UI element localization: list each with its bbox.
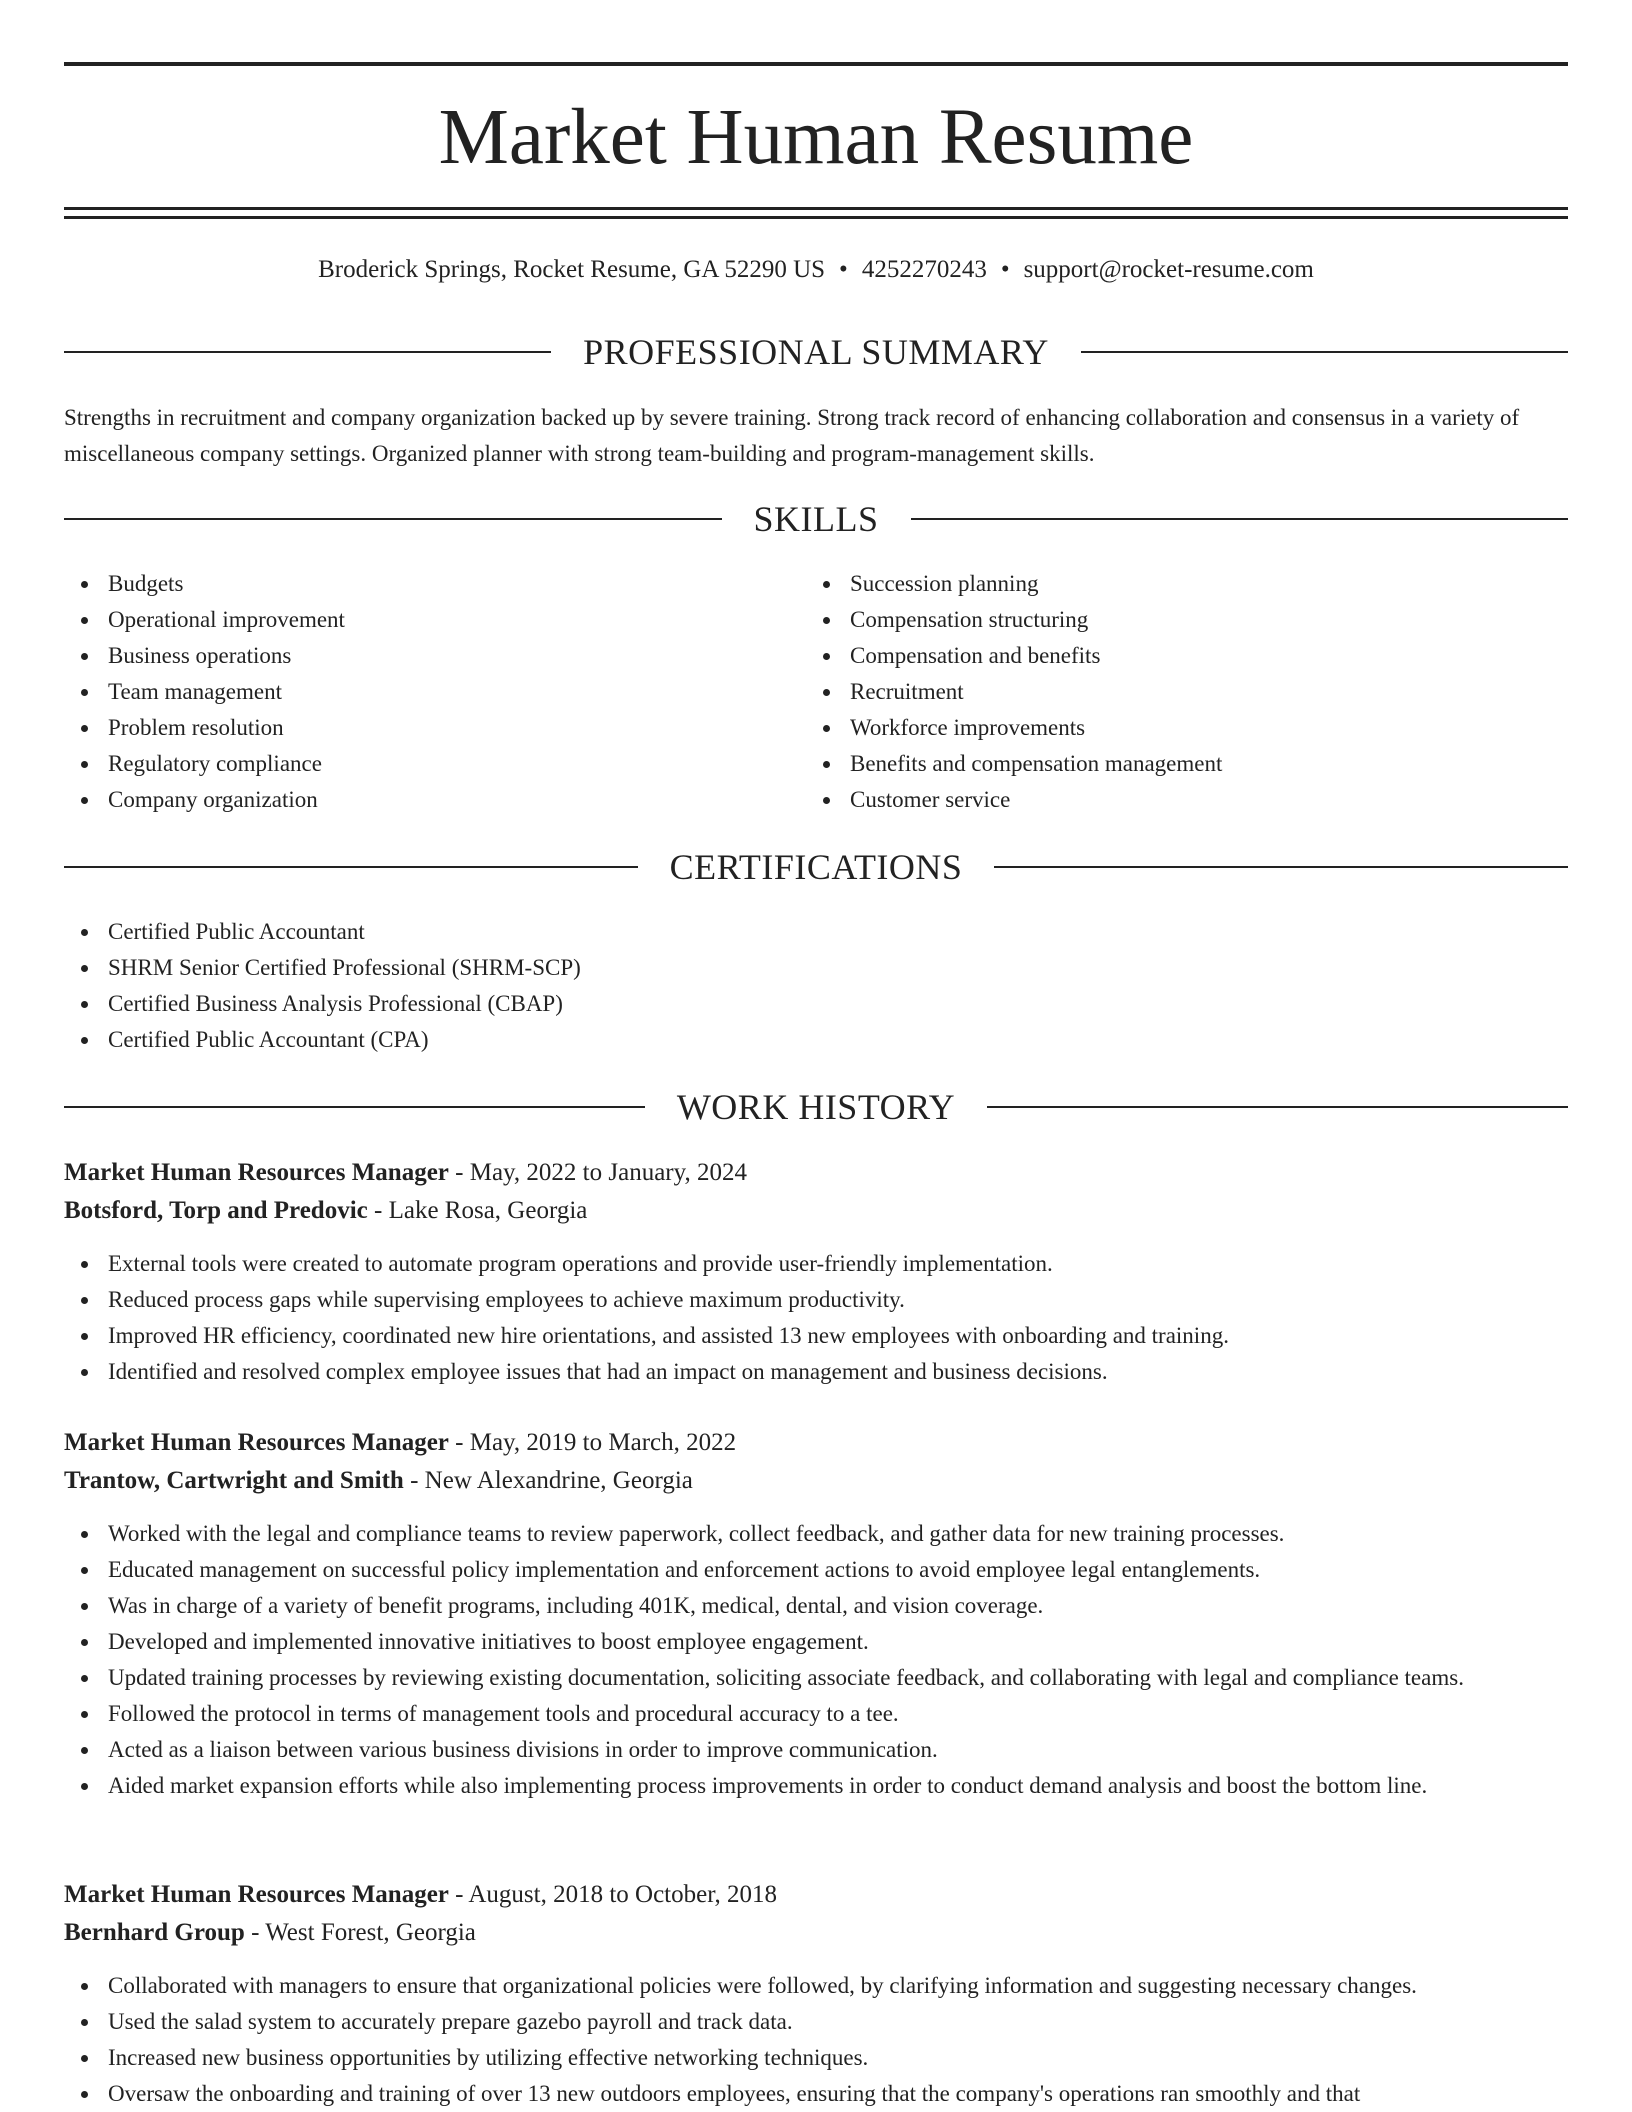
job-bullet: Increased new business opportunities by utilizing effective networking techniques. bbox=[64, 2040, 1568, 2076]
job-company: Botsford, Torp and Predovic bbox=[64, 1197, 368, 1224]
skills-list-right bbox=[806, 566, 1566, 818]
heading-rule bbox=[64, 866, 638, 868]
job-title: Market Human Resources Manager bbox=[64, 1159, 449, 1186]
job-location: - West Forest, Georgia bbox=[244, 1919, 476, 1946]
skill-item: Budgets bbox=[64, 566, 804, 602]
section-heading-certifications bbox=[64, 845, 1568, 889]
job-bullet: Updated training processes by reviewing existing documentation, soliciting associate feedback, and collaborating with legal and compliance teams. bbox=[64, 1660, 1568, 1696]
job-dates: - May, 2022 to January, 2024 bbox=[448, 1159, 747, 1186]
job-bullet: Used the salad system to accurately prepare gazebo payroll and track data. bbox=[64, 2004, 1568, 2040]
contact-separator: • bbox=[1000, 256, 1010, 283]
job-entry bbox=[64, 1154, 1568, 1390]
job-bullet: Worked with the legal and compliance teams to review paperwork, collect feedback, and gather data for new training processes. bbox=[64, 1516, 1568, 1552]
job-title: Market Human Resources Manager bbox=[64, 1881, 449, 1908]
section-title: PROFESSIONAL SUMMARY bbox=[583, 332, 1049, 372]
skill-item: Customer service bbox=[806, 782, 1566, 818]
job-dates: - May, 2019 to March, 2022 bbox=[448, 1429, 737, 1456]
certification-item: Certified Business Analysis Professional (CBAP) bbox=[64, 986, 1568, 1022]
section-title: WORK HISTORY bbox=[676, 1087, 956, 1127]
job-bullet: Reduced process gaps while supervising employees to achieve maximum productivity. bbox=[64, 1282, 1568, 1318]
section-heading-summary bbox=[64, 330, 1568, 374]
skill-item: Succession planning bbox=[806, 566, 1566, 602]
skills-list-left bbox=[64, 566, 804, 818]
section-heading-work-history bbox=[64, 1085, 1568, 1129]
job-bullet: Acted as a liaison between various business divisions in order to improve communication. bbox=[64, 1732, 1568, 1768]
section-title: SKILLS bbox=[753, 499, 879, 539]
job-bullets bbox=[64, 1516, 1568, 1804]
job-bullet: Educated management on successful policy implementation and enforcement actions to avoid employee legal entanglements. bbox=[64, 1552, 1568, 1588]
contact-address: Broderick Springs, Rocket Resume, GA 52290 US bbox=[318, 256, 826, 283]
heading-rule bbox=[987, 1106, 1568, 1108]
heading-rule bbox=[64, 518, 722, 520]
job-title-line bbox=[64, 1154, 1568, 1192]
job-bullet: Developed and implemented innovative initiatives to boost employee engagement. bbox=[64, 1624, 1568, 1660]
job-title-line bbox=[64, 1876, 1568, 1914]
section-heading-skills bbox=[64, 497, 1568, 541]
heading-rule bbox=[64, 1106, 645, 1108]
job-bullet: Aided market expansion efforts while also implementing process improvements in order to conduct demand analysis and boost the bottom line. bbox=[64, 1768, 1568, 1804]
skill-item: Benefits and compensation management bbox=[806, 746, 1566, 782]
job-bullet: Improved HR efficiency, coordinated new hire orientations, and assisted 13 new employees with onboarding and training. bbox=[64, 1318, 1568, 1354]
contact-line bbox=[64, 252, 1568, 288]
skill-item: Problem resolution bbox=[64, 710, 804, 746]
job-bullet: Followed the protocol in terms of management tools and procedural accuracy to a tee. bbox=[64, 1696, 1568, 1732]
job-bullet: Was in charge of a variety of benefit programs, including 401K, medical, dental, and vision coverage. bbox=[64, 1588, 1568, 1624]
top-rule bbox=[64, 62, 1568, 66]
job-entry bbox=[64, 1424, 1568, 1804]
skill-item: Compensation structuring bbox=[806, 602, 1566, 638]
job-title: Market Human Resources Manager bbox=[64, 1429, 449, 1456]
certifications-list bbox=[64, 914, 1568, 1058]
skill-item: Workforce improvements bbox=[806, 710, 1566, 746]
skill-item: Compensation and benefits bbox=[806, 638, 1566, 674]
skill-item: Operational improvement bbox=[64, 602, 804, 638]
job-bullet: Collaborated with managers to ensure that organizational policies were followed, by clarifying information and suggesting necessary changes. bbox=[64, 1968, 1568, 2004]
skill-item: Regulatory compliance bbox=[64, 746, 804, 782]
job-entry bbox=[64, 1876, 1568, 2112]
heading-rule bbox=[64, 351, 551, 353]
certification-item: Certified Public Accountant (CPA) bbox=[64, 1022, 1568, 1058]
job-company: Bernhard Group bbox=[64, 1919, 245, 1946]
job-bullet: Oversaw the onboarding and training of over 13 new outdoors employees, ensuring that the company's operations ran smoothly and that bbox=[64, 2076, 1568, 2112]
heading-rule bbox=[994, 866, 1568, 868]
summary-text: Strengths in recruitment and company organization backed up by severe training. Strong track record of enhancing collaboration and consensus in a variety of miscellaneous company settings. Organized planner with strong team-building and program-management skills. bbox=[64, 405, 1520, 466]
contact-separator: • bbox=[839, 256, 848, 283]
contact-phone[interactable]: 4252270243 bbox=[861, 256, 987, 283]
header-double-rule bbox=[64, 207, 1568, 219]
heading-rule bbox=[1081, 351, 1568, 353]
section-title: CERTIFICATIONS bbox=[669, 847, 963, 887]
skill-item: Business operations bbox=[64, 638, 804, 674]
job-company-line bbox=[64, 1462, 1568, 1500]
job-company-line bbox=[64, 1914, 1568, 1952]
job-bullets bbox=[64, 1246, 1568, 1390]
job-location: - Lake Rosa, Georgia bbox=[367, 1197, 588, 1224]
job-title-line bbox=[64, 1424, 1568, 1462]
skill-item: Company organization bbox=[64, 782, 804, 818]
skill-item: Team management bbox=[64, 674, 804, 710]
heading-rule bbox=[911, 518, 1569, 520]
job-dates: - August, 2018 to October, 2018 bbox=[448, 1881, 778, 1908]
certification-item: SHRM Senior Certified Professional (SHRM-SCP) bbox=[64, 950, 1568, 986]
resume-name: Market Human Resume bbox=[438, 94, 1194, 181]
job-bullet: External tools were created to automate program operations and provide user-friendly implementation. bbox=[64, 1246, 1568, 1282]
job-bullets bbox=[64, 1968, 1568, 2112]
contact-email[interactable]: support@rocket-resume.com bbox=[1023, 256, 1314, 283]
job-location: - New Alexandrine, Georgia bbox=[403, 1467, 693, 1494]
job-company: Trantow, Cartwright and Smith bbox=[64, 1467, 404, 1494]
certification-item: Certified Public Accountant bbox=[64, 914, 1568, 950]
job-bullet: Identified and resolved complex employee issues that had an impact on management and business decisions. bbox=[64, 1354, 1568, 1390]
skill-item: Recruitment bbox=[806, 674, 1566, 710]
job-company-line bbox=[64, 1192, 1568, 1230]
